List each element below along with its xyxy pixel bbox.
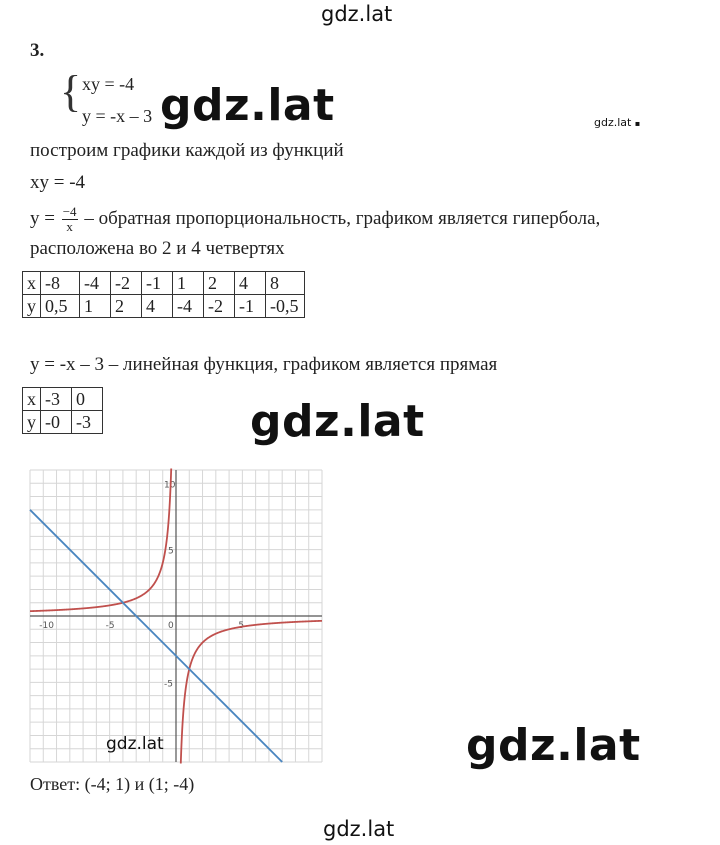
y-tick-label: -5: [164, 679, 173, 690]
table-cell: -1: [142, 272, 173, 295]
table-cell: 8: [266, 272, 305, 295]
y-prefix: y =: [30, 207, 55, 229]
x-tick-label: -5: [105, 621, 115, 631]
watermark-graph: gdz.lat: [106, 734, 164, 754]
table-cell: -0: [41, 411, 72, 434]
table-cell: -3: [72, 411, 103, 434]
table-cell: x: [23, 272, 41, 295]
y-tick-label: 10: [164, 480, 176, 491]
table-cell: x: [23, 388, 41, 411]
problem-number: 3.: [30, 40, 45, 61]
hyperbola-quadrants: расположена во 2 и 4 четвертях: [30, 238, 285, 259]
function-graph: [26, 466, 326, 766]
system-eq-1: xy = -4: [82, 74, 135, 94]
table-cell: -2: [204, 295, 235, 318]
chart-axes: [30, 470, 322, 762]
system-brace: {: [60, 67, 82, 116]
watermark-bottom: gdz.lat: [323, 817, 395, 841]
fraction-numerator: −4: [62, 204, 77, 219]
line-description: y = -x – 3 – линейная функция, графиком является прямая: [30, 354, 498, 375]
table-cell: -2: [111, 272, 142, 295]
x-tick-label: 0: [168, 621, 174, 631]
table-cell: y: [23, 295, 41, 318]
table-cell: 1: [80, 295, 111, 318]
table-row: [23, 272, 305, 295]
table-row: [23, 411, 103, 434]
x-tick-label: -10: [39, 621, 54, 631]
fraction-denominator: x: [66, 219, 73, 234]
hyperbola-description: [30, 205, 600, 234]
table-cell: 0,5: [41, 295, 80, 318]
watermark-top: gdz.lat: [321, 2, 393, 26]
line-graph: [30, 510, 282, 762]
x-tick-label: 5: [238, 621, 245, 631]
table-cell: -4: [80, 272, 111, 295]
table-cell: -8: [41, 272, 80, 295]
table-cell: 4: [235, 272, 266, 295]
table-row: [23, 295, 305, 318]
watermark-small: gdz.lat ▪: [594, 116, 641, 129]
watermark-big-1: gdz.lat: [160, 80, 335, 131]
watermark-big-2: gdz.lat: [250, 396, 425, 447]
intro-text: построим графики каждой из функций: [30, 140, 344, 161]
table-cell: -3: [41, 388, 72, 411]
table-cell: 2: [204, 272, 235, 295]
line-table: [22, 387, 103, 434]
table-cell: -1: [235, 295, 266, 318]
table-row: [23, 388, 103, 411]
y-tick-label: 5: [168, 546, 174, 557]
table-cell: y: [23, 411, 41, 434]
table-cell: 2: [111, 295, 142, 318]
fraction: [62, 205, 78, 234]
table-cell: -4: [173, 295, 204, 318]
watermark-big-3: gdz.lat: [466, 720, 641, 771]
answer-text: Ответ: (-4; 1) и (1; -4): [30, 774, 195, 794]
hyperbola-desc-text: – обратная пропорциональность, графиком является гипербола,: [84, 207, 601, 229]
table-cell: -0,5: [266, 295, 305, 318]
xy-equation: xy = -4: [30, 172, 86, 193]
table-cell: 0: [72, 388, 103, 411]
table-cell: 1: [173, 272, 204, 295]
hyperbola-table: [22, 271, 305, 318]
system-eq-2: y = -x – 3: [82, 106, 153, 126]
table-cell: 4: [142, 295, 173, 318]
